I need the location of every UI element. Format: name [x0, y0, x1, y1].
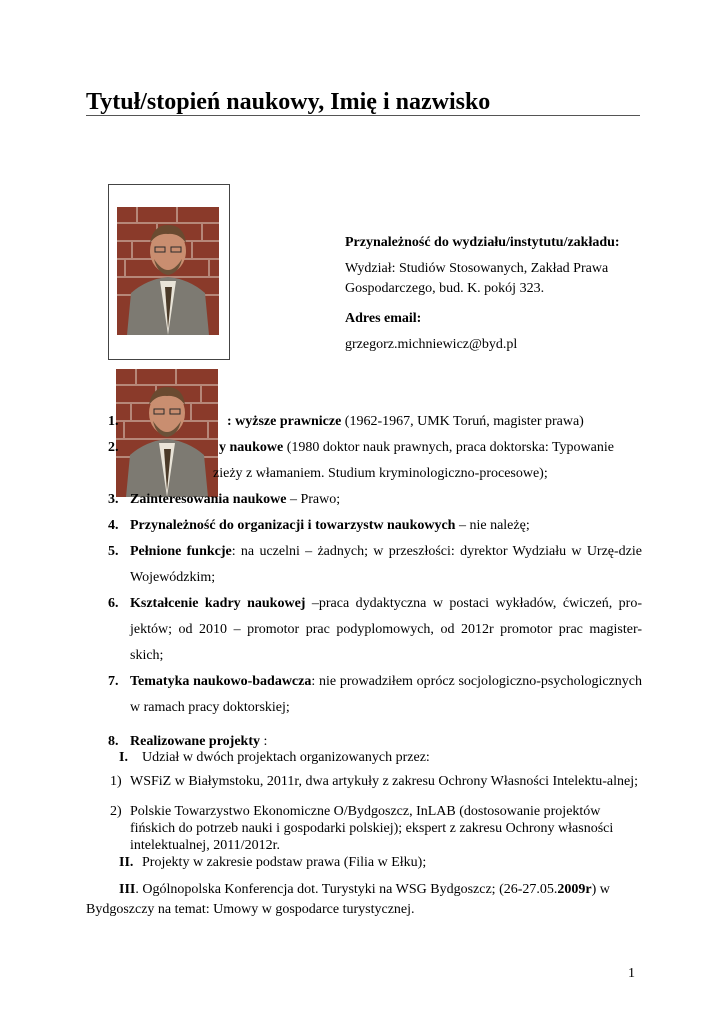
item-text: – nie należę;	[455, 518, 530, 533]
projects-list	[86, 747, 642, 920]
item-text: : nie prowadziłem oprócz socjologiczno-psychologicznych w ramach pracy doktorskiej;	[130, 674, 642, 715]
roman-numeral: I.	[119, 750, 128, 765]
item-number: 3.	[108, 492, 119, 507]
item-label: Zainteresowania naukowe	[130, 492, 287, 507]
project-number: 1)	[110, 774, 122, 789]
project-group-text: Projekty w zakresie podstaw prawa (Filia w Ełku);	[142, 855, 427, 870]
portrait-photo	[117, 207, 219, 335]
roman-numeral: II.	[119, 855, 134, 870]
item-label: Pełnione funkcje	[130, 544, 232, 559]
list-item	[86, 513, 642, 539]
item-text: (1980 doktor nauk prawnych, praca doktorska: Typowanie	[283, 440, 614, 455]
item-label: : wyższe prawnicze	[227, 414, 342, 429]
email-heading: Adres email:	[345, 311, 422, 326]
item-number: 2.	[108, 440, 119, 455]
list-item	[86, 591, 642, 669]
page-number: 1	[628, 966, 635, 981]
email-address: grzegorz.michniewicz@byd.pl	[345, 337, 518, 352]
cv-list-top	[86, 409, 642, 487]
title-underline	[86, 115, 640, 116]
list-item	[86, 409, 642, 435]
roman-numeral: III	[119, 882, 136, 897]
page-title: Tytuł/stopień naukowy, Imię i nazwisko	[86, 89, 491, 115]
list-item	[86, 539, 642, 591]
item-number: 5.	[108, 544, 119, 559]
affiliation-text: Wydział: Studiów Stosowanych, Zakład Prawa Gospodarczego, bud. K. pokój 323.	[345, 261, 609, 296]
affiliation-block	[345, 233, 645, 365]
item-number: 4.	[108, 518, 119, 533]
cv-list-main	[86, 487, 642, 755]
project-text: WSFiZ w Białymstoku, 2011r, dwa artykuły z zakresu Ochrony Własności Intelektu-alnej;	[130, 774, 638, 789]
project-group-3	[86, 880, 642, 920]
item-number: 7.	[108, 674, 119, 689]
project-group-text: Udział w dwóch projektach organizowanych przez:	[142, 750, 430, 765]
item-number: 8.	[108, 734, 119, 749]
project-item	[86, 773, 642, 790]
item-text: : na uczelni – żadnych; w przeszłości: dyrektor Wydziału w Urzę-dzie Wojewódzkim;	[130, 544, 642, 585]
item-label: Realizowane projekty	[130, 734, 260, 749]
project-group-text: . Ogólnopolska Konferencja dot. Turystyki na WSG Bydgoszcz; (26-27.05.	[135, 882, 558, 897]
item-label: y naukowe	[219, 440, 284, 455]
project-item	[86, 803, 642, 854]
item-label: Przynależność do organizacji i towarzystw naukowych	[130, 518, 456, 533]
project-group-2	[86, 854, 642, 871]
item-text: –praca dydaktyczna w postaci wykładów, ćwiczeń, pro-jektów; od 2010 – promotor prac podyplomowych, od 2012r promotor prac magister-skich;	[130, 596, 642, 663]
affiliation-heading: Przynależność do wydziału/instytutu/zakładu:	[345, 235, 620, 250]
list-item	[86, 669, 642, 721]
item-text: – Prawo;	[286, 492, 341, 507]
project-group-text-end: ) w Bydgoszczy na temat: Umowy w gospodarce turystycznej.	[86, 882, 610, 917]
item-label: Tematyka naukowo-badawcza	[130, 674, 312, 689]
item-number: 6.	[108, 596, 119, 611]
list-item	[86, 487, 642, 513]
item-text: :	[260, 734, 268, 749]
project-text: Polskie Towarzystwo Ekonomiczne O/Bydgoszcz, InLAB (dostosowanie projektów fińskich do potrzeb nauki i gospodarki polskiej); ekspert z zakresu Ochrony własności intelektualnej, 2011/2012r.	[130, 804, 614, 853]
project-number: 2)	[110, 804, 122, 819]
item-text-continued: zieży z włamaniem. Studium kryminologiczno-procesowe);	[213, 466, 548, 481]
item-text: (1962-1967, UMK Toruń, magister prawa)	[341, 414, 584, 429]
project-year: 2009r	[557, 882, 592, 897]
project-group-1	[86, 747, 642, 769]
list-item	[86, 435, 642, 487]
item-label: Kształcenie kadry naukowej	[130, 596, 306, 611]
item-number: 1.	[108, 414, 119, 429]
